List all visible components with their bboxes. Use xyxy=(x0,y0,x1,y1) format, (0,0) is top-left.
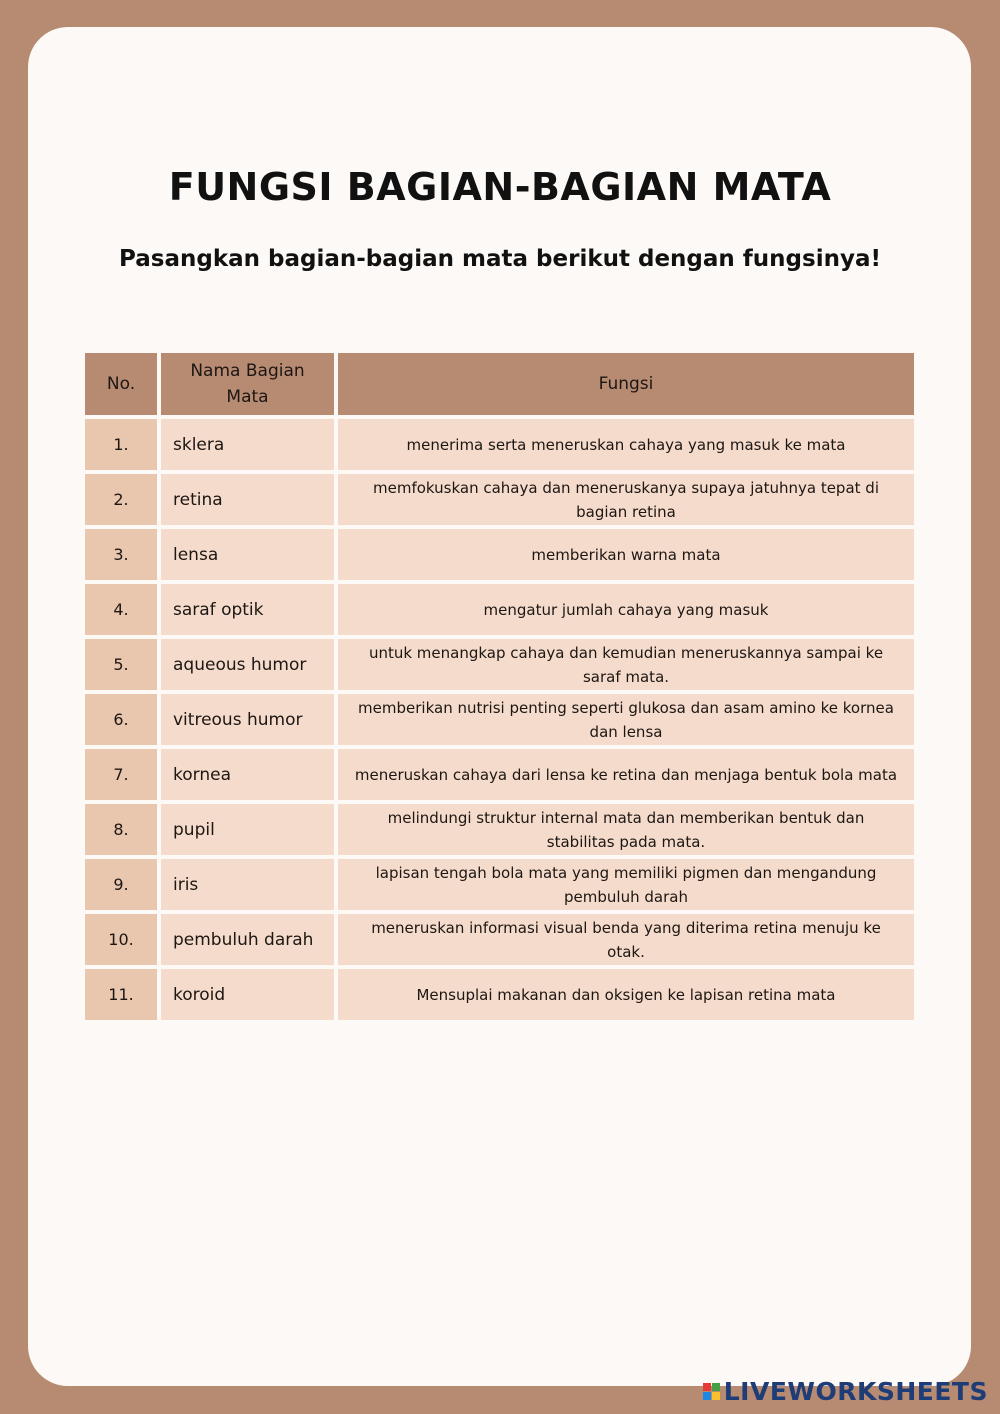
eye-part-name: sklera xyxy=(161,419,338,474)
table-row xyxy=(85,419,914,474)
row-number: 10. xyxy=(85,914,161,969)
brand-text: LIVEWORKSHEETS xyxy=(723,1377,988,1406)
table-row xyxy=(85,914,914,969)
table-header-row xyxy=(85,353,914,419)
table-row xyxy=(85,969,914,1024)
header-no: No. xyxy=(85,353,161,419)
eye-part-name: saraf optik xyxy=(161,584,338,639)
eye-part-name: vitreous humor xyxy=(161,694,338,749)
table-row xyxy=(85,804,914,859)
eye-part-function: memfokuskan cahaya dan meneruskanya supaya jatuhnya tepat di bagian retina xyxy=(338,474,914,529)
table-row xyxy=(85,529,914,584)
row-number: 7. xyxy=(85,749,161,804)
eye-part-function: memberikan nutrisi penting seperti glukosa dan asam amino ke kornea dan lensa xyxy=(338,694,914,749)
row-number: 3. xyxy=(85,529,161,584)
row-number: 11. xyxy=(85,969,161,1024)
eye-part-function: meneruskan cahaya dari lensa ke retina dan menjaga bentuk bola mata xyxy=(338,749,914,804)
table-row xyxy=(85,639,914,694)
eye-part-name: pembuluh darah xyxy=(161,914,338,969)
eye-part-name: koroid xyxy=(161,969,338,1024)
table-row xyxy=(85,584,914,639)
eye-part-function: melindungi struktur internal mata dan memberikan bentuk dan stabilitas pada mata. xyxy=(338,804,914,859)
header-function: Fungsi xyxy=(338,353,914,419)
eye-part-name: lensa xyxy=(161,529,338,584)
eye-part-function: mengatur jumlah cahaya yang masuk xyxy=(338,584,914,639)
row-number: 9. xyxy=(85,859,161,914)
row-number: 8. xyxy=(85,804,161,859)
eye-part-name: pupil xyxy=(161,804,338,859)
eye-part-name: retina xyxy=(161,474,338,529)
page-title: FUNGSI BAGIAN-BAGIAN MATA xyxy=(168,165,832,209)
eye-part-function: menerima serta meneruskan cahaya yang masuk ke mata xyxy=(338,419,914,474)
table-row xyxy=(85,859,914,914)
eye-parts-table xyxy=(85,353,914,1024)
eye-part-function: meneruskan informasi visual benda yang diterima retina menuju ke otak. xyxy=(338,914,914,969)
eye-part-name: kornea xyxy=(161,749,338,804)
eye-part-name: aqueous humor xyxy=(161,639,338,694)
table-body xyxy=(85,419,914,1024)
row-number: 2. xyxy=(85,474,161,529)
instruction-text: Pasangkan bagian-bagian mata berikut dengan fungsinya! xyxy=(119,246,881,272)
eye-part-function: lapisan tengah bola mata yang memiliki pigmen dan mengandung pembuluh darah xyxy=(338,859,914,914)
table-row xyxy=(85,474,914,529)
liveworksheets-logo-icon xyxy=(703,1383,720,1400)
table-row xyxy=(85,749,914,804)
row-number: 4. xyxy=(85,584,161,639)
eye-part-function: untuk menangkap cahaya dan kemudian meneruskannya sampai ke saraf mata. xyxy=(338,639,914,694)
row-number: 5. xyxy=(85,639,161,694)
table-row xyxy=(85,694,914,749)
row-number: 6. xyxy=(85,694,161,749)
eye-part-name: iris xyxy=(161,859,338,914)
liveworksheets-brand xyxy=(703,1377,988,1406)
eye-part-function: memberikan warna mata xyxy=(338,529,914,584)
row-number: 1. xyxy=(85,419,161,474)
eye-part-function: Mensuplai makanan dan oksigen ke lapisan retina mata xyxy=(338,969,914,1024)
header-name: Nama Bagian Mata xyxy=(161,353,338,419)
